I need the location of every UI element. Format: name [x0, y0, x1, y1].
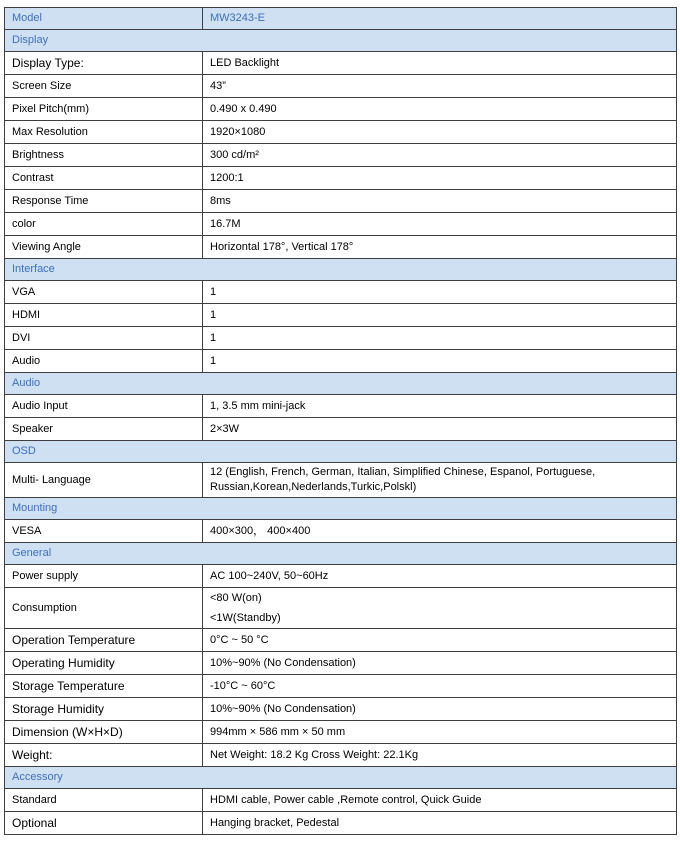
table-row [5, 588, 677, 629]
table-row [5, 281, 677, 304]
spec-value: 2×3W [203, 418, 677, 441]
spec-value: 0.490 x 0.490 [203, 98, 677, 121]
spec-label: Response Time [5, 190, 203, 213]
table-row [5, 652, 677, 675]
table-row [5, 52, 677, 75]
table-row [5, 75, 677, 98]
spec-label: Power supply [5, 565, 203, 588]
spec-value: 8ms [203, 190, 677, 213]
section-title: OSD [5, 441, 677, 463]
table-row [5, 167, 677, 190]
table-row [5, 698, 677, 721]
table-row [5, 304, 677, 327]
spec-value: 1 [203, 327, 677, 350]
model-value: MW3243-E [203, 8, 677, 30]
section-header-audio [5, 373, 677, 395]
spec-label: color [5, 213, 203, 236]
spec-label: Storage Temperature [5, 675, 203, 698]
spec-value-line: 12 (English, French, German, Italian, Simplified Chinese, Espanol, Portuguese, [210, 466, 596, 478]
table-row [5, 144, 677, 167]
table-row [5, 520, 677, 543]
spec-value [203, 463, 677, 498]
table-row [5, 350, 677, 373]
section-title: Audio [5, 373, 677, 395]
spec-label: Viewing Angle [5, 236, 203, 259]
section-header-display [5, 30, 677, 52]
spec-label: DVI [5, 327, 203, 350]
spec-label: Operation Temperature [5, 629, 203, 652]
spec-label: Audio [5, 350, 203, 373]
spec-value: 1200:1 [203, 167, 677, 190]
spec-value: AC 100~240V, 50~60Hz [203, 565, 677, 588]
section-header-accessory [5, 767, 677, 789]
spec-value: 1920×1080 [203, 121, 677, 144]
spec-table [4, 7, 677, 835]
spec-label: Standard [5, 789, 203, 812]
table-row [5, 629, 677, 652]
table-row [5, 744, 677, 767]
spec-label: Operating Humidity [5, 652, 203, 675]
table-row [5, 213, 677, 236]
spec-value: Hanging bracket, Pedestal [203, 812, 677, 835]
table-row [5, 812, 677, 835]
table-row [5, 236, 677, 259]
spec-value [203, 588, 677, 629]
spec-value: 1, 3.5 mm mini-jack [203, 395, 677, 418]
spec-value: LED Backlight [203, 52, 677, 75]
spec-label: Pixel Pitch(mm) [5, 98, 203, 121]
spec-value: 400×300， 400×400 [203, 520, 677, 543]
spec-label: VGA [5, 281, 203, 304]
spec-label: Max Resolution [5, 121, 203, 144]
section-title: Accessory [5, 767, 677, 789]
spec-value: 10%~90% (No Condensation) [203, 652, 677, 675]
section-title: Display [5, 30, 677, 52]
table-row [5, 190, 677, 213]
spec-value: Net Weight: 18.2 Kg Cross Weight: 22.1Kg [203, 744, 677, 767]
section-header-osd [5, 441, 677, 463]
section-title: General [5, 543, 677, 565]
spec-value: 43” [203, 75, 677, 98]
model-label: Model [5, 8, 203, 30]
spec-value: Horizontal 178°, Vertical 178° [203, 236, 677, 259]
spec-label: Weight: [5, 744, 203, 767]
spec-value: 1 [203, 281, 677, 304]
spec-value-line: <80 W(on) [210, 592, 262, 604]
spec-label: Audio Input [5, 395, 203, 418]
spec-label: HDMI [5, 304, 203, 327]
spec-label: Optional [5, 812, 203, 835]
spec-label: Brightness [5, 144, 203, 167]
section-header-general [5, 543, 677, 565]
spec-value: 994mm × 586 mm × 50 mm [203, 721, 677, 744]
spec-label: Display Type: [5, 52, 203, 75]
table-row [5, 463, 677, 498]
table-row [5, 98, 677, 121]
spec-label: Contrast [5, 167, 203, 190]
section-header-interface [5, 259, 677, 281]
table-row [5, 418, 677, 441]
table-row [5, 721, 677, 744]
table-row [5, 121, 677, 144]
spec-value: HDMI cable, Power cable ,Remote control, Quick Guide [203, 789, 677, 812]
spec-label: Dimension (W×H×D) [5, 721, 203, 744]
spec-value: 0°C ~ 50 °C [203, 629, 677, 652]
spec-label: Storage Humidity [5, 698, 203, 721]
table-row [5, 327, 677, 350]
spec-label: Speaker [5, 418, 203, 441]
table-row [5, 395, 677, 418]
spec-sheet [4, 7, 676, 835]
spec-value: 1 [203, 304, 677, 327]
table-row [5, 565, 677, 588]
spec-label: Multi- Language [5, 463, 203, 498]
section-title: Mounting [5, 498, 677, 520]
spec-value: 300 cd/m² [203, 144, 677, 167]
spec-value-line: Russian,Korean,Nederlands,Turkic,Polskl) [210, 481, 417, 493]
spec-value: 16.7M [203, 213, 677, 236]
spec-value: -10°C ~ 60°C [203, 675, 677, 698]
spec-value: 10%~90% (No Condensation) [203, 698, 677, 721]
model-row [5, 8, 677, 30]
spec-label: Consumption [5, 588, 203, 629]
spec-value-line: <1W(Standby) [210, 612, 281, 624]
section-header-mounting [5, 498, 677, 520]
table-row [5, 675, 677, 698]
spec-label: VESA [5, 520, 203, 543]
spec-label: Screen Size [5, 75, 203, 98]
spec-value: 1 [203, 350, 677, 373]
section-title: Interface [5, 259, 677, 281]
table-row [5, 789, 677, 812]
